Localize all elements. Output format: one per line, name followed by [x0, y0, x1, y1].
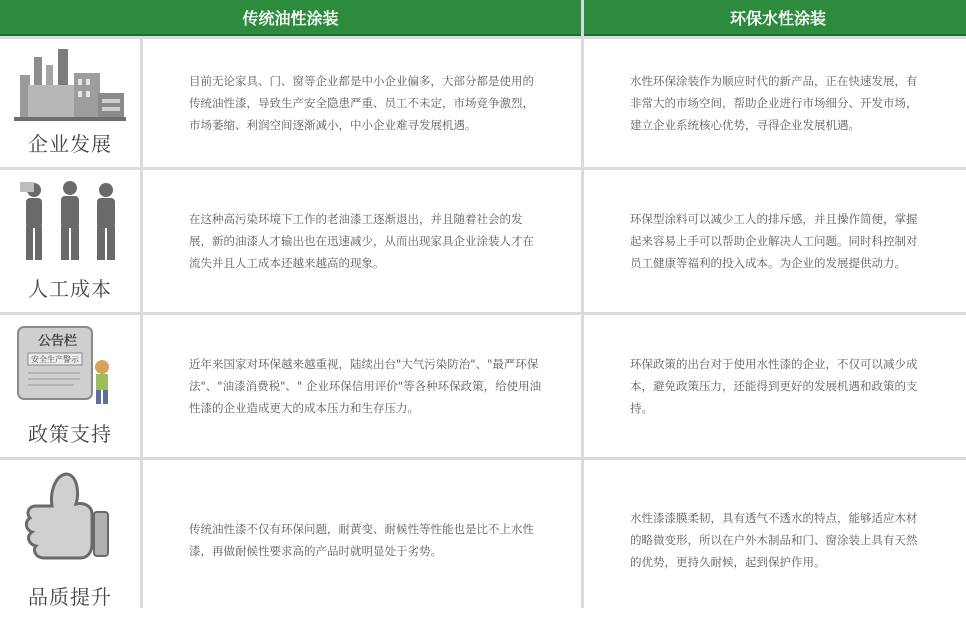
category-enterprise	[0, 39, 140, 167]
eco-text: 水性环保涂装作为顺应时代的新产品，正在快速发展，有非常大的市场空间，帮助企业进行市场细分、开发市场，建立企业系统核心优势，寻得企业发展机遇。	[584, 39, 966, 167]
eco-text: 环保政策的出台对于使用水性漆的企业，不仅可以减少成本，避免政策压力，还能得到更好的发展机遇和政策的支持。	[584, 315, 966, 457]
traditional-text: 目前无论家具、门、窗等企业都是中小企业偏多，大部分都是使用的传统油性漆，导致生产安全隐患严重、员工不未定，市场竞争激烈，市场萎缩、利润空间逐渐减小，中小企业难寻发展机遇。	[143, 39, 581, 167]
category-label: 政策支持	[28, 422, 112, 446]
header-traditional: 传统油性涂装	[0, 0, 581, 36]
workers-icon	[14, 176, 126, 266]
factory-icon	[14, 45, 126, 125]
category-labor-cost	[0, 170, 140, 312]
traditional-text: 在这种高污染环境下工作的老油漆工逐渐退出，并且随着社会的发展，新的油漆人才输出也在迅速减少，从而出现家具企业涂装人才在流失并且人工成本还越来越高的现象。	[143, 170, 581, 312]
category-label: 品质提升	[28, 585, 112, 609]
header-eco: 环保水性涂装	[584, 0, 966, 36]
category-label: 人工成本	[28, 277, 112, 301]
thumbs-up-icon	[14, 466, 126, 566]
traditional-text: 近年来国家对环保越来越重视，陆续出台"大气污染防治"、"最严环保法"、"油漆消费税"、" 企业环保信用评价"等各种环保政策，给使用油性漆的企业造成更大的成本压力和生存压力。	[143, 315, 581, 457]
category-quality	[0, 460, 140, 620]
category-policy	[0, 315, 140, 457]
traditional-text: 传统油性漆不仅有环保问题，耐黄变、耐候性等性能也是比不上水性漆，再做耐候性要求高的产品时就明显处于劣势。	[143, 460, 581, 620]
svg-text:公告栏: 公告栏	[38, 334, 78, 349]
category-label: 企业发展	[28, 132, 112, 156]
svg-text:安全生产警示: 安全生产警示	[31, 355, 79, 364]
bulletin-board-icon	[14, 321, 126, 411]
eco-text: 环保型涂料可以减少工人的排斥感，并且操作简便，掌握起来容易上手可以帮助企业解决人工问题。同时科控制对员工健康等福利的投入成本。为企业的发展提供动力。	[584, 170, 966, 312]
eco-text: 水性漆漆膜柔韧，具有透气不透水的特点，能够适应木材的略微变形，所以在户外木制品和门、窗涂装上具有天然的优势，更持久耐候，起到保护作用。	[584, 460, 966, 620]
